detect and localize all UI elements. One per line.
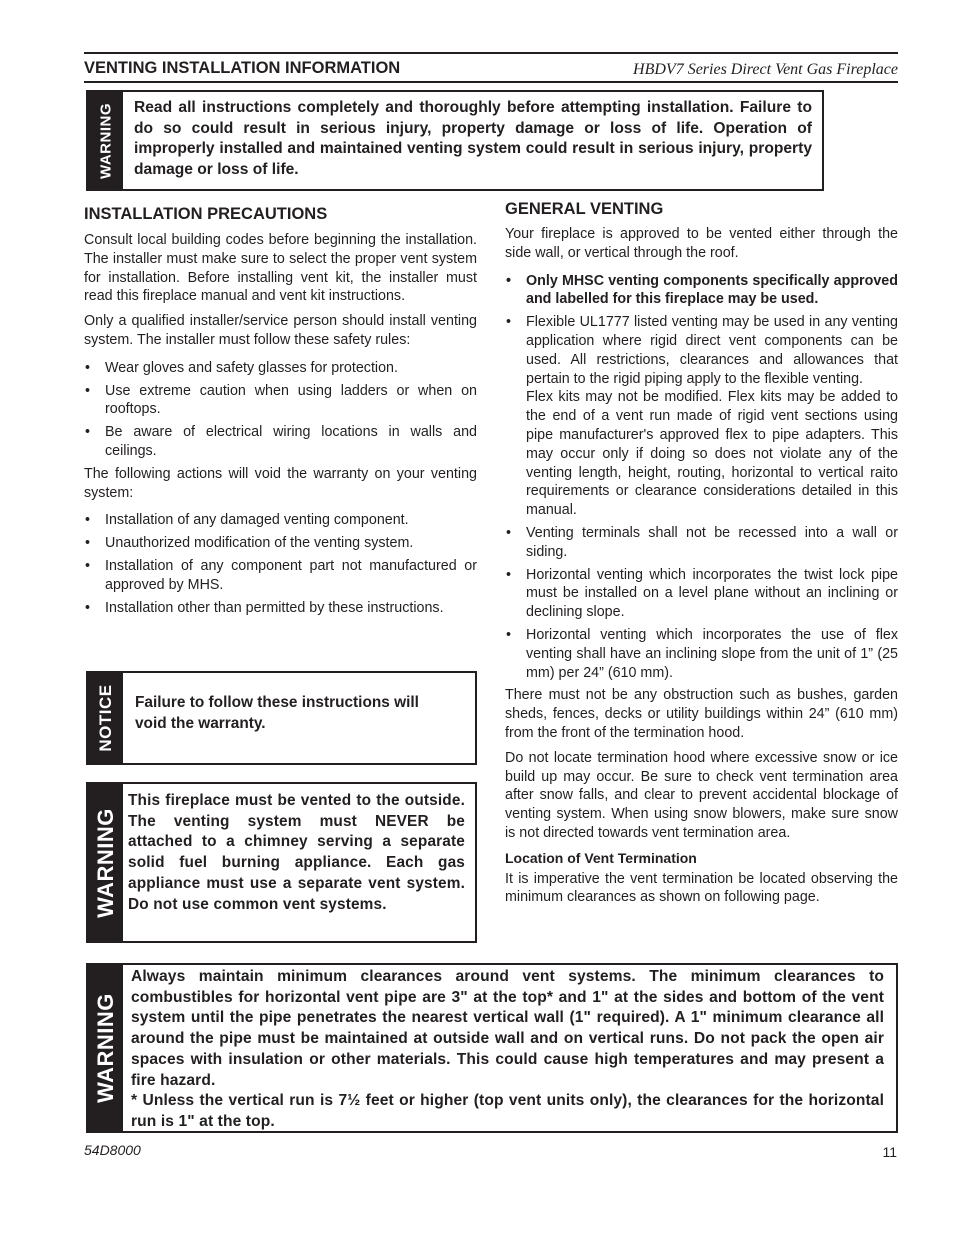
warning-text — [131, 967, 884, 1133]
warning-text: This fireplace must be vented to the outside. The venting system must NEVER be attached to a chimney serving a separate solid fuel burning appliance. Each gas appliance must use a separate vent system. Do not use common vent systems. — [128, 792, 465, 913]
notice-box — [86, 671, 477, 765]
product-series-title: HBDV7 Series Direct Vent Gas Fireplace — [633, 61, 898, 78]
left-column — [84, 231, 477, 621]
paragraph: Your fireplace is approved to be vented either through the side wall, or vertical through the roof. — [505, 226, 898, 261]
notice-tab-label: NOTICE — [95, 684, 115, 752]
list-item: • Installation other than permitted by these instructions. — [85, 599, 444, 616]
bullet-icon: • — [85, 535, 91, 552]
bullet-icon: • — [506, 626, 512, 643]
list-item: • Horizontal venting which incorporates the use of flex venting shall have an inclining slope from the unit of 1” (25 mm) per 24” (610 mm). — [506, 626, 898, 681]
vent-termination-subheading: Location of Vent Termination — [505, 849, 697, 866]
warning-tab-label: WARNING — [97, 102, 114, 179]
paragraph: Do not locate termination hood where excessive snow or ice build up may occur. Be sure to check vent termination area after snow falls, and clear to prevent accidental blockage of venting system. When using snow blowers, make sure snow is not directed towards vent termination area. — [505, 749, 898, 841]
notice-tab — [88, 673, 123, 763]
list-item: • Horizontal venting which incorporates the twist lock pipe must be installed on a level plane without an inclining or declining slope. — [506, 566, 898, 621]
bullet-icon: • — [506, 314, 512, 331]
paragraph: There must not be any obstruction such as bushes, garden sheds, fences, decks or utility buildings within 24” (610 mm) from the front of the termination hood. — [505, 687, 898, 741]
paragraph: Consult local building codes before beginning the installation. The installer must make sure to select the proper vent system for installation. Before installing vent kit, the installer must read this fireplace manual and vent kit instructions. — [84, 232, 477, 305]
bullet-icon: • — [85, 512, 91, 529]
general-venting-heading: GENERAL VENTING — [505, 200, 664, 218]
installation-precautions-heading: INSTALLATION PRECAUTIONS — [84, 205, 328, 223]
paragraph: It is imperative the vent termination be located observing the minimum clearances as shown on following page. — [505, 870, 898, 906]
bullet-icon: • — [506, 566, 512, 583]
warning-footnote: * Unless the vertical run is 7½ feet or higher (top vent units only), the clearances for the horizontal run is 1" at the top. — [131, 1092, 884, 1130]
section-title: VENTING INSTALLATION INFORMATION — [84, 59, 401, 77]
list-item: • Be aware of electrical wiring locations in walls and ceilings. — [85, 424, 477, 459]
document-number: 54D8000 — [84, 1142, 141, 1158]
warning-paragraph: Always maintain minimum clearances around vent systems. The minimum clearances to combustibles for horizontal vent pipe are 3" at the top* and 1" at the sides and bottom of the vent system until the pipe penetrates the nearest vertical wall (1" required). A 1" minimum clearance all around the pipe must be maintained at outside wall and on vertical runs. Do not pack the open air spaces with insulation or other materials. This could cause high temperatures and may present a fire hazard. — [131, 968, 884, 1089]
bullet-icon: • — [85, 599, 91, 616]
list-item: • Installation of any component part not manufactured or approved by MHS. — [85, 557, 477, 593]
list-item: • Wear gloves and safety glasses for protection. — [85, 359, 398, 376]
list-item: • Installation of any damaged venting component. — [85, 512, 409, 529]
warning-text: Read all instructions completely and thoroughly before attempting installation. Failure to do so could result in serious injury, property damage or loss of life. Operation of improperly installed and maintained venting system could result in serious injury, property damage or loss of life. — [134, 99, 812, 178]
venting-rules-list — [505, 272, 898, 683]
warning-box-middle — [86, 782, 477, 943]
void-warranty-list — [84, 511, 477, 617]
page-number: 11 — [882, 1144, 897, 1160]
warning-tab — [88, 965, 123, 1131]
list-item: • Only MHSC venting components specifically approved and labelled for this fireplace may be used. — [506, 272, 898, 308]
paragraph: The following actions will void the warranty on your venting system: — [84, 465, 477, 501]
paragraph: Only a qualified installer/service person should install venting system. The installer must follow these safety rules: — [84, 313, 477, 348]
warning-tab — [88, 784, 123, 941]
bullet-icon: • — [85, 359, 91, 376]
list-item: • Unauthorized modification of the venting system. — [85, 535, 414, 552]
warning-tab-label: WARNING — [92, 807, 118, 918]
list-item: • Use extreme caution when using ladders or when on rooftops. — [85, 382, 477, 418]
header-rule-top — [84, 52, 898, 54]
warning-box-bottom — [86, 963, 898, 1133]
warning-tab — [88, 92, 123, 189]
warning-box-top — [86, 90, 824, 191]
bullet-icon: • — [85, 424, 91, 441]
bullet-icon: • — [85, 382, 91, 399]
header-rule-bottom — [84, 81, 898, 83]
warning-tab-label: WARNING — [92, 993, 118, 1103]
bullet-icon: • — [506, 524, 512, 541]
list-item: • Venting terminals shall not be recessed into a wall or siding. — [506, 524, 898, 560]
notice-text: Failure to follow these instructions will void the warranty. — [135, 694, 419, 732]
bullet-icon: • — [506, 272, 512, 289]
safety-rules-list — [84, 359, 477, 461]
list-item: • Flexible UL1777 listed venting may be used in any venting application where rigid direct vent components can be used. All restrictions, clearances and allowances that pertain to the rigid piping apply to the flexible venting. Flex kits may not be modified. Flex kits may be added to the end of a vent run made of rigid vent sections using pipe manufacturer's approved flex to pipe adapters. This may occur only if doing so does not violate any of the venting length, height, routing, horizontal to vertical raito requirements or clearance considerations detailed in this manual. — [506, 314, 898, 519]
bullet-icon: • — [85, 557, 91, 574]
right-column — [505, 225, 898, 913]
